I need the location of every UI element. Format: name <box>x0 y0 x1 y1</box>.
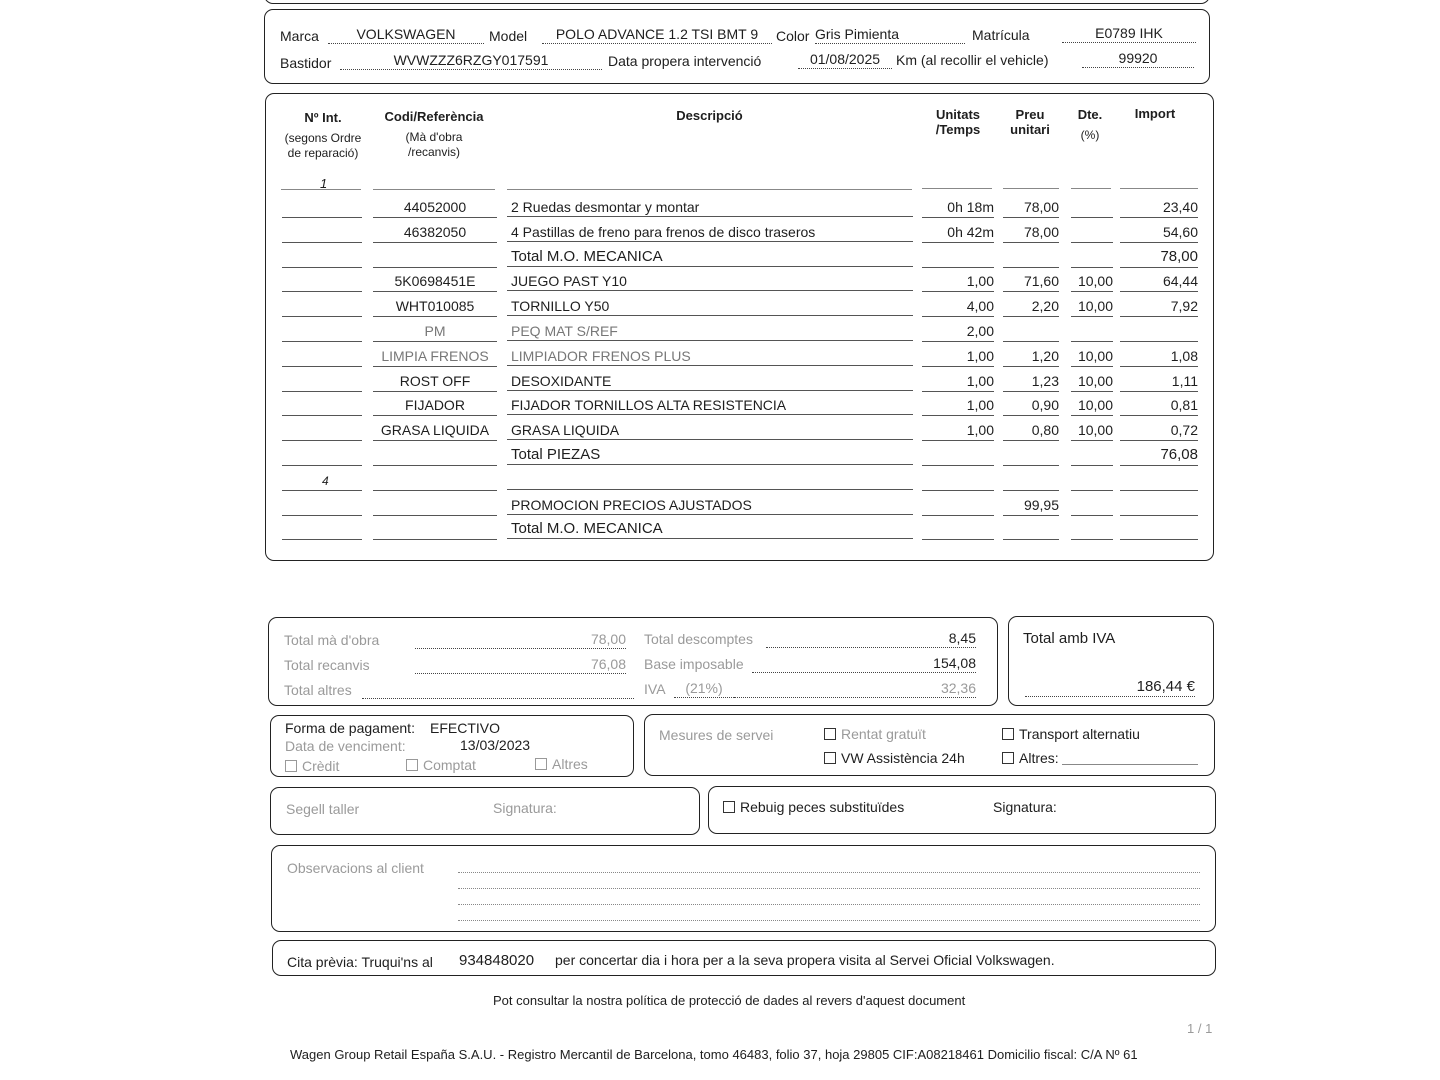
cell-nint <box>282 347 362 367</box>
vw24-checkbox[interactable] <box>824 752 836 764</box>
col-header-nint-sub: (segons Ordre de reparació) <box>284 131 362 160</box>
services-label: Mesures de servei <box>659 727 774 743</box>
cell-nint <box>282 446 362 466</box>
cell-nint <box>282 322 362 342</box>
cita-phone: 934848020 <box>459 952 535 969</box>
vw24-option[interactable]: VW Assistència 24h <box>824 750 965 766</box>
cell-dte <box>1071 223 1113 243</box>
bastidor-label: Bastidor <box>280 55 332 71</box>
cell-units <box>922 248 994 268</box>
cell-import: 23,40 <box>1120 198 1198 218</box>
marca-label: Marca <box>280 28 319 44</box>
cell-price <box>1003 471 1059 491</box>
col-header-import: Import <box>1134 106 1176 121</box>
cell-import: 0,81 <box>1120 396 1198 416</box>
cell-price: 0,80 <box>1003 421 1059 441</box>
total-descomptes-value: 8,45 <box>766 629 976 648</box>
cell-desc: LIMPIADOR FRENOS PLUS <box>507 347 913 366</box>
cita-prefix: Cita prèvia: Truqui'ns al <box>287 954 433 970</box>
rebuig-checkbox[interactable] <box>723 801 735 813</box>
bastidor-value: WVWZZZ6RZGY017591 <box>340 51 602 70</box>
forma-pagament-value: EFECTIVO <box>430 720 501 736</box>
cell-dte: 10,00 <box>1071 347 1113 367</box>
cell-nint <box>282 496 362 516</box>
cell-import: 7,92 <box>1120 297 1198 317</box>
cell-ref <box>373 248 497 268</box>
cell-nint <box>282 223 362 243</box>
cell-ref: 46382050 <box>373 223 497 243</box>
total-ma-obra-label: Total mà d'obra <box>284 632 380 648</box>
rentat-option[interactable]: Rentat gratuït <box>824 726 926 742</box>
col-header-preu: Preu unitari <box>1010 107 1050 137</box>
cell-import: 76,08 <box>1120 446 1198 466</box>
cell-desc: JUEGO PAST Y10 <box>507 272 913 291</box>
cell-price: 2,20 <box>1003 297 1059 317</box>
cell-ref: FIJADOR <box>373 396 497 416</box>
cell-units <box>922 496 994 516</box>
total-recanvis-label: Total recanvis <box>284 657 370 673</box>
altres-option[interactable]: Altres <box>535 756 588 772</box>
cell-units: 1,00 <box>922 396 994 416</box>
privacy-note: Pot consultar la nostra política de protecció de dades al revers d'aquest document <box>493 993 966 1008</box>
cell-desc <box>507 471 913 490</box>
cell-import <box>1120 322 1198 342</box>
col-header-unitats: Unitats /Temps <box>935 107 981 137</box>
cell-import: 54,60 <box>1120 223 1198 243</box>
col-header-dte-sub: (%) <box>1080 128 1100 142</box>
cell-nint <box>282 396 362 416</box>
iva-rate: (21%) <box>674 679 734 698</box>
cell-price <box>1003 322 1059 342</box>
cell-dte <box>1071 446 1113 466</box>
iva-label: IVA <box>644 681 666 697</box>
observacions-label: Observacions al client <box>287 860 424 876</box>
total-altres-label: Total altres <box>284 682 352 698</box>
cell-price: 1,23 <box>1003 372 1059 392</box>
cell-import: 78,00 <box>1120 248 1198 268</box>
cell-nint <box>282 372 362 392</box>
cell-dte: 10,00 <box>1071 396 1113 416</box>
cell-desc: PEQ MAT S/REF <box>507 322 913 341</box>
col-header-codi-sub: (Mà d'obra /recanvis) <box>405 130 463 159</box>
iva-value: 32,36 <box>734 679 976 698</box>
cell-dte <box>1071 496 1113 516</box>
cell-import <box>1120 496 1198 516</box>
footer-legal: Wagen Group Retail España S.A.U. - Registro Mercantil de Barcelona, tomo 46483, folio 37, hoja 29805 CIF:A08218461 Domicilio fiscal: C/A Nº 61 <box>290 1047 1138 1062</box>
cell-desc: Total PIEZAS <box>507 446 913 465</box>
comptat-checkbox[interactable] <box>406 759 418 771</box>
cell-nint <box>282 520 362 540</box>
total-recanvis-value: 76,08 <box>415 655 626 674</box>
cell-price: 78,00 <box>1003 223 1059 243</box>
cell-dte: 10,00 <box>1071 297 1113 317</box>
cell-ref: WHT010085 <box>373 297 497 317</box>
data-label: Data propera intervenció <box>608 53 762 69</box>
rentat-checkbox[interactable] <box>824 728 836 740</box>
cell-price <box>1003 446 1059 466</box>
cell-price <box>1003 248 1059 268</box>
top-partial-box <box>264 0 1210 4</box>
signatura1-label: Signatura: <box>493 800 557 816</box>
base-value: 154,08 <box>752 654 976 673</box>
credit-checkbox[interactable] <box>285 760 297 772</box>
cell-nint <box>282 198 362 218</box>
cell-desc: PROMOCION PRECIOS AJUSTADOS <box>507 496 913 515</box>
col-header-dte: Dte. <box>1077 107 1103 122</box>
cell-import: 1,08 <box>1120 347 1198 367</box>
cell-dte: 10,00 <box>1071 372 1113 392</box>
cell-dte: 10,00 <box>1071 272 1113 292</box>
cell-units: 4,00 <box>922 297 994 317</box>
cita-suffix: per concertar dia i hora per a la seva propera visita al Servei Oficial Volkswagen. <box>555 952 1055 968</box>
cell-ref <box>373 520 497 540</box>
cell-nint <box>282 297 362 317</box>
cell-dte <box>1071 471 1113 491</box>
page-number: 1 / 1 <box>1187 1021 1213 1036</box>
cell-price: 99,95 <box>1003 496 1059 516</box>
cell-desc: GRASA LIQUIDA <box>507 421 913 440</box>
signatura2-label: Signatura: <box>993 799 1057 815</box>
rebuig-option[interactable]: Rebuig peces substituïdes <box>723 799 904 815</box>
cell-nint <box>282 471 362 491</box>
col-header-nint: Nº Int. <box>304 110 342 125</box>
services-altres-checkbox[interactable] <box>1002 752 1014 764</box>
forma-pagament-label: Forma de pagament: <box>285 720 415 736</box>
cell-import: 1,11 <box>1120 372 1198 392</box>
total-descomptes-label: Total descomptes <box>644 631 753 647</box>
cell-dte <box>1071 198 1113 218</box>
cell-import <box>1120 471 1198 491</box>
col-header-codi: Codi/Referència <box>384 109 484 124</box>
cell-units <box>922 520 994 540</box>
cell-units: 1,00 <box>922 421 994 441</box>
cell-ref <box>373 471 497 491</box>
cell-import <box>1120 520 1198 540</box>
cell-units <box>922 471 994 491</box>
cell-units: 0h 18m <box>922 198 994 218</box>
cell-nint <box>282 248 362 268</box>
cell-ref: GRASA LIQUIDA <box>373 421 497 441</box>
comptat-option[interactable]: Comptat <box>406 757 476 773</box>
cell-desc: 4 Pastillas de freno para frenos de disco traseros <box>507 223 913 242</box>
marca-value: VOLKSWAGEN <box>328 25 484 44</box>
cell-ref: 44052000 <box>373 198 497 218</box>
cell-ref <box>373 496 497 516</box>
matricula-label: Matrícula <box>972 27 1030 43</box>
cell-ref: ROST OFF <box>373 372 497 392</box>
cell-import: 64,44 <box>1120 272 1198 292</box>
cell-desc: DESOXIDANTE <box>507 372 913 391</box>
cell-price: 71,60 <box>1003 272 1059 292</box>
matricula-value: E0789 IHK <box>1062 24 1196 43</box>
cell-ref: PM <box>373 322 497 342</box>
col-header-desc: Descripció <box>676 108 743 123</box>
group-mark-1: 1 <box>320 176 328 191</box>
cell-import: 0,72 <box>1120 421 1198 441</box>
cell-desc: 2 Ruedas desmontar y montar <box>507 198 913 217</box>
cell-price: 78,00 <box>1003 198 1059 218</box>
cell-units: 1,00 <box>922 372 994 392</box>
data-value: 01/08/2025 <box>798 50 892 69</box>
vehicle-info-box <box>264 9 1210 84</box>
model-label: Model <box>489 28 528 44</box>
venciment-label: Data de venciment: <box>285 738 406 754</box>
cell-nint <box>282 421 362 441</box>
cell-desc: FIJADOR TORNILLOS ALTA RESISTENCIA <box>507 396 913 415</box>
cell-units: 1,00 <box>922 272 994 292</box>
transport-option[interactable]: Transport alternatiu <box>1002 726 1140 742</box>
group-mark-2: 4 <box>322 474 329 488</box>
total-altres-line <box>362 680 634 699</box>
cell-units: 2,00 <box>922 322 994 342</box>
cell-units: 0h 42m <box>922 223 994 243</box>
km-label: Km (al recollir el vehicle) <box>896 52 1049 68</box>
cell-price: 0,90 <box>1003 396 1059 416</box>
total-ma-obra-value: 78,00 <box>415 630 626 649</box>
cell-price <box>1003 520 1059 540</box>
cell-price: 1,20 <box>1003 347 1059 367</box>
cell-desc: Total M.O. MECANICA <box>507 520 913 539</box>
total-iva-value: 186,44 € <box>1025 678 1195 697</box>
cell-units: 1,00 <box>922 347 994 367</box>
km-value: 99920 <box>1082 49 1194 68</box>
cell-dte <box>1071 248 1113 268</box>
cell-desc: Total M.O. MECANICA <box>507 248 913 267</box>
services-altres-option[interactable]: Altres: <box>1002 750 1059 766</box>
cell-nint <box>282 272 362 292</box>
cell-dte: 10,00 <box>1071 421 1113 441</box>
cell-dte <box>1071 520 1113 540</box>
transport-checkbox[interactable] <box>1002 728 1014 740</box>
cell-units <box>922 446 994 466</box>
services-box <box>644 714 1215 776</box>
model-value: POLO ADVANCE 1.2 TSI BMT 9 <box>542 25 772 44</box>
cell-ref <box>373 446 497 466</box>
color-value: Gris Pimienta <box>815 25 965 44</box>
base-label: Base imposable <box>644 656 744 672</box>
total-iva-label: Total amb IVA <box>1023 630 1116 647</box>
altres-checkbox[interactable] <box>535 758 547 770</box>
venciment-value: 13/03/2023 <box>460 737 531 753</box>
segell-label: Segell taller <box>286 801 360 817</box>
cell-ref: 5K0698451E <box>373 272 497 292</box>
cell-ref: LIMPIA FRENOS <box>373 347 497 367</box>
cell-dte <box>1071 322 1113 342</box>
color-label: Color <box>776 28 810 44</box>
credit-option[interactable]: Crèdit <box>285 758 339 774</box>
cell-desc: TORNILLO Y50 <box>507 297 913 316</box>
